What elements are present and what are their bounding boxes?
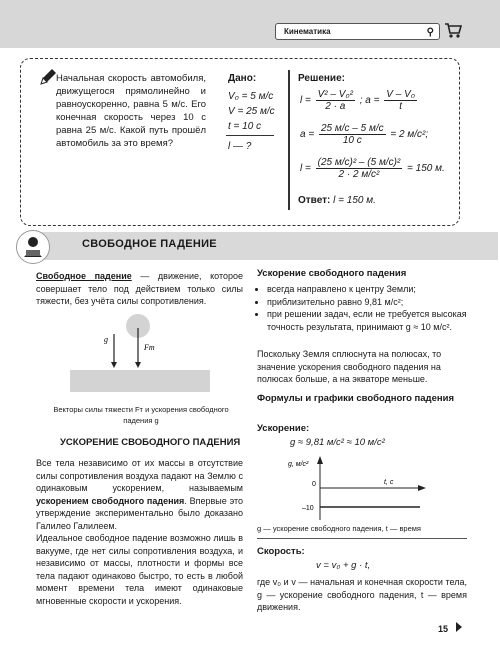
- given-v0: V₀ = 5 м/с: [228, 91, 274, 102]
- search-input[interactable]: [275, 23, 440, 40]
- given-divider: [226, 135, 274, 136]
- search-icon[interactable]: ⚲: [426, 27, 434, 38]
- speed-label: Скорость:: [257, 546, 305, 557]
- accel-label: Ускорение:: [257, 423, 310, 434]
- given-t: t = 10 с: [228, 121, 262, 132]
- fig-g-label: g: [104, 335, 108, 344]
- definition: Свободное падение — движение, которое совершает тело под действием только силы тяжести, без учёта силы сопротивления.: [36, 271, 243, 306]
- unknown: l — ?: [228, 141, 252, 152]
- graph-caption: g — ускорение свободного падения, t — время: [257, 524, 421, 533]
- section-title: СВОБОДНОЕ ПАДЕНИЕ: [82, 238, 217, 250]
- speed-text: где v₀ и v — начальная и конечная скорости тела, g — ускорение свободного падения, t — время движения.: [257, 577, 467, 612]
- given-solution-separator: [288, 70, 290, 210]
- given-v: V = 25 м/с: [228, 106, 275, 117]
- speed-formula: v = v₀ + g · t,: [316, 560, 371, 571]
- figure-caption: Векторы силы тяжести Fт и ускорения свободного падения g: [53, 405, 229, 425]
- graph-x-label: t, с: [384, 479, 394, 486]
- graph-y-label: g, м/с²: [288, 461, 309, 468]
- accel-formula: g ≈ 9,81 м/с² ≈ 10 м/с²: [290, 437, 385, 448]
- bullet-2: • приблизительно равно 9,81 м/с²;: [267, 296, 467, 309]
- given-title: Дано:: [228, 73, 257, 84]
- cart-icon[interactable]: [443, 20, 463, 40]
- bullet-1: • всегда направлено к центру Земли;: [267, 283, 467, 296]
- graph-value: –10: [302, 505, 314, 512]
- answer: Ответ: l = 150 м.: [298, 195, 376, 206]
- formula-1: l = $\frac{\text{V² – V₀²}}{2 \cdot a}$ ; a = $\frac{\text{V – V₀}}{t}$: [300, 89, 415, 112]
- right-paragraph-1: Поскольку Земля сплюснута на полюсах, то значение ускорения свободного падения на полюсах больше, а на экваторе меньше.: [257, 349, 442, 384]
- fig-f-label: Fт: [144, 343, 155, 352]
- graph-zero: 0: [312, 481, 316, 488]
- next-page-arrow-icon[interactable]: [456, 622, 462, 632]
- right-heading-1: Ускорение свободного падения: [257, 268, 407, 279]
- solution-title: Решение:: [298, 73, 345, 84]
- problem-text: Начальная скорость автомобиля, движущегося прямолинейно и равноускоренно, равна 5 м/с. Его конечная скорость через 10 с равна 25 м/с. Какой путь прошёл автомобиль за это время?: [56, 73, 206, 149]
- right-heading-2: Формулы и графики свободного падения: [257, 393, 454, 404]
- reader-icon: [16, 230, 50, 264]
- formula-3: l = $\frac{\text{(25 м/с)² – (5 м/с)²}}{\text{2 · 2 м/с²}}$ = 150 м.: [300, 157, 445, 180]
- formula-2: a = $\frac{25 м/с - 5 м/с}{10 с}$ = 2 м/с²;: [300, 123, 429, 146]
- paragraph-2: Идеальное свободное падение возможно лишь в вакууме, где нет силы сопротивления воздуха, и независимо от массы, плотности и формы все тела падают одинаково быстро, то есть в любой момент времени тела имеют одинаковые мгновенные скорости и ускорения.: [36, 533, 243, 606]
- search-text: Кинематика: [284, 27, 331, 36]
- page-number: 15: [438, 624, 449, 634]
- accel-graph: [280, 452, 430, 522]
- bullet-list: [257, 283, 467, 333]
- gravity-figure: [70, 312, 210, 392]
- paragraph-1: Все тела независимо от их массы в отсутствие силы сопротивления воздуха падают на Землю с одинаковым ускорением, называемым ускорением свободного падения. Впервые это утверждение экспериментально было доказано Галилео Галилеем.: [36, 458, 243, 531]
- graph-divider: [257, 538, 467, 539]
- subheading: УСКОРЕНИЕ СВОБОДНОГО ПАДЕНИЯ: [60, 437, 241, 448]
- bullet-3: • при решении задач, если не требуется высокая точность результата, принимают g ≈ 10 м/с².: [267, 308, 467, 333]
